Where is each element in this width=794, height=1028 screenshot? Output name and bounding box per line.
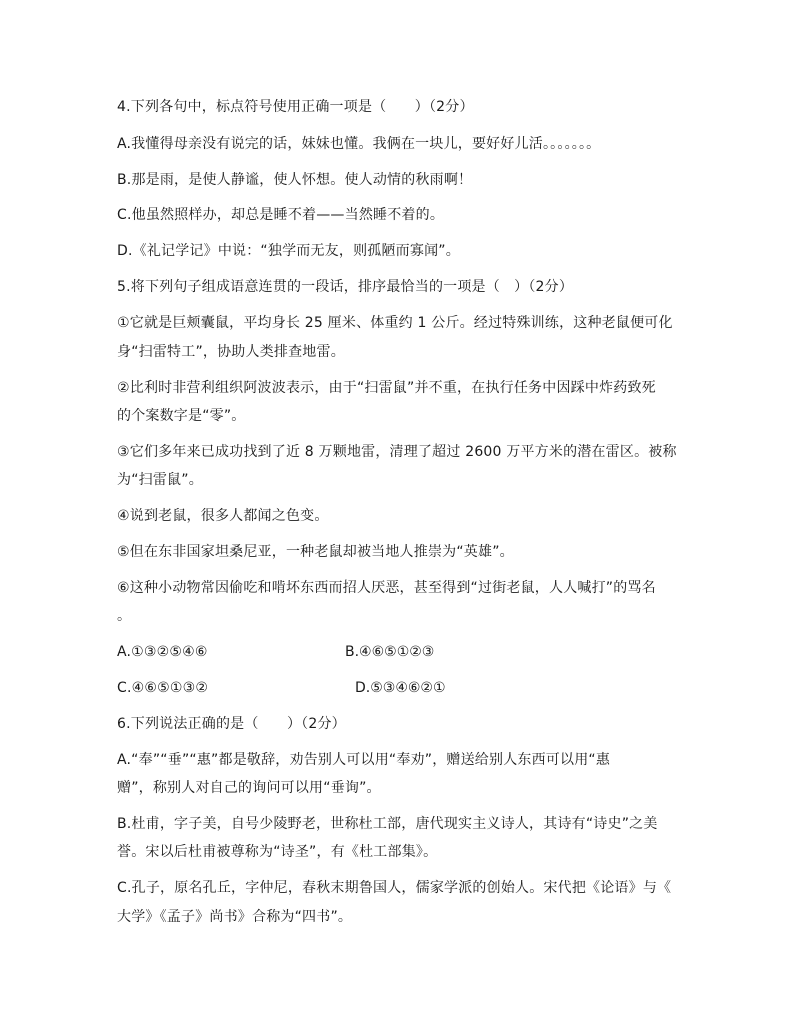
sentence-4: ④说到老鼠，很多人都闻之色变。 — [117, 508, 329, 524]
sentence-3-line-2: 为“扫雷鼠”。 — [117, 472, 203, 488]
sentence-6-line-2: 。 — [117, 608, 132, 624]
question-4-option-a: A.我懂得母亲没有说完的话，妹妹也懂。我俩在一块儿，要好好儿活。。。。。。。 — [117, 136, 601, 152]
sentence-5: ⑤但在东非国家坦桑尼亚，一种老鼠却被当地人推崇为“英雄”。 — [117, 544, 514, 560]
question-5-option-a: A.①③②⑤④⑥ — [117, 644, 208, 660]
question-6-option-c-line-2: 大学》《孟子》尚书》合称为“四书”。 — [117, 909, 353, 925]
question-4-stem: 4.下列各句中，标点符号使用正确一项是（ ）（2分） — [117, 99, 474, 115]
question-6-option-a-line-2: 赠”，称别人对自己的询问可以用“垂询”。 — [117, 780, 381, 796]
question-5-option-c: C.④⑥⑤①③② — [117, 680, 209, 696]
question-5-option-b: B.④⑥⑤①②③ — [345, 644, 435, 660]
question-6-option-b-line-2: 誉。宋以后杜甫被尊称为“诗圣”，有《杜工部集》。 — [117, 844, 438, 860]
sentence-1-line-1: ①它就是巨颊囊鼠，平均身长 25 厘米、体重约 1 公斤。经过特殊训练，这种老鼠便可化 — [117, 315, 673, 331]
question-5-option-d: D.⑤③④⑥②① — [355, 680, 446, 696]
question-6-option-a-line-1: A.“奉”“垂”“惠”都是敬辞，劝告别人可以用“奉劝”，赠送给别人东西可以用“惠 — [117, 752, 611, 768]
sentence-6-line-1: ⑥这种小动物常因偷吃和啃坏东西而招人厌恶，甚至得到“过街老鼠，人人喊打”的骂名 — [117, 580, 656, 596]
question-6-option-c-line-1: C.孔子，原名孔丘，字仲尼，春秋末期鲁国人，儒家学派的创始人。宋代把《论语》与《 — [117, 880, 672, 896]
question-4-option-d: D.《礼记学记》中说：“独学而无友，则孤陋而寡闻”。 — [117, 243, 460, 259]
sentence-3-line-1: ③它们多年来已成功找到了近 8 万颗地雷，清理了超过 2600 万平方米的潜在雷区。被称 — [117, 444, 677, 460]
question-4-option-b: B.那是雨，是使人静谧，使人怀想。使人动情的秋雨啊！ — [117, 172, 473, 188]
question-4-option-c: C.他虽然照样办，却总是睡不着——当然睡不着的。 — [117, 207, 445, 223]
question-5-stem: 5.将下列句子组成语意连贯的一段话，排序最恰当的一项是（ ）（2分） — [117, 279, 574, 295]
sentence-2-line-2: 的个案数字是“零”。 — [117, 408, 246, 424]
question-6-stem: 6.下列说法正确的是（ ）（2分） — [117, 716, 346, 732]
question-6-option-b-line-1: B.杜甫，字子美，自号少陵野老，世称杜工部，唐代现实主义诗人，其诗有“诗史”之美 — [117, 816, 658, 832]
sentence-2-line-1: ②比利时非营利组织阿波波表示，由于“扫雷鼠”并不重，在执行任务中因踩中炸药致死 — [117, 380, 656, 396]
sentence-1-line-2: 身“扫雷特工”，协助人类排查地雷。 — [117, 344, 345, 360]
